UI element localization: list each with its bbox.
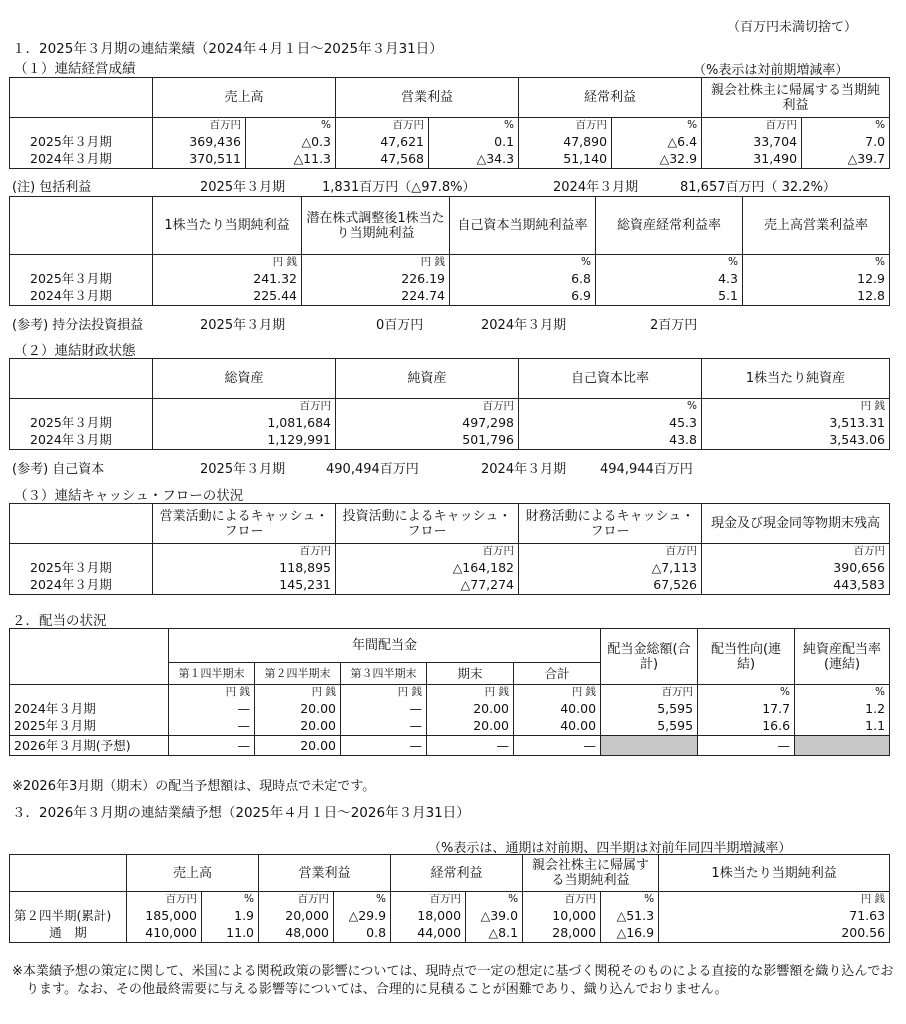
cell: 17.7 bbox=[698, 700, 795, 718]
table-row bbox=[10, 414, 890, 432]
table-row bbox=[10, 718, 890, 736]
cell: 11.0 bbox=[202, 925, 259, 943]
cell: 1,081,684 bbox=[153, 414, 336, 432]
table-row bbox=[10, 577, 890, 595]
cell-shaded bbox=[795, 736, 890, 756]
row-label: 2024年３月期 bbox=[10, 151, 153, 169]
cell: △34.3 bbox=[429, 151, 519, 169]
cell: 33,704 bbox=[702, 133, 802, 151]
note-value: 1,831百万円（△97.8%） bbox=[322, 180, 476, 195]
cell: △39.7 bbox=[802, 151, 890, 169]
section-1-title: １．2025年３月期の連結業績（2024年４月１日～2025年３月31日） bbox=[12, 41, 443, 57]
cell: 67,526 bbox=[519, 577, 702, 595]
unit-cell: 百万円 bbox=[336, 399, 519, 414]
col-header: 親会社株主に帰属する当期純利益 bbox=[702, 78, 890, 118]
operating-results-table bbox=[9, 77, 890, 169]
cell: △164,182 bbox=[336, 559, 519, 577]
unit-cell: 百万円 bbox=[523, 892, 601, 907]
cell: 31,490 bbox=[702, 151, 802, 169]
cell: — bbox=[169, 718, 255, 736]
cell: 10,000 bbox=[523, 907, 601, 925]
unit-cell: 円 銭 bbox=[427, 685, 514, 700]
col-header: 純資産配当率(連結) bbox=[795, 629, 890, 685]
cell: 45.3 bbox=[519, 414, 702, 432]
cell: 369,436 bbox=[153, 133, 246, 151]
cell: 43.8 bbox=[519, 432, 702, 450]
table-row bbox=[10, 432, 890, 450]
cell: 20,000 bbox=[259, 907, 334, 925]
cell: — bbox=[169, 700, 255, 718]
col-header: 自己資本比率 bbox=[519, 359, 702, 399]
unit-note: （百万円未満切捨て） bbox=[727, 20, 858, 35]
row-label-header bbox=[10, 78, 153, 118]
note-period: 2025年３月期 bbox=[200, 318, 286, 333]
comprehensive-income-label: (注) 包括利益 bbox=[12, 180, 92, 195]
cell: 20.00 bbox=[255, 700, 341, 718]
cell: 40.00 bbox=[514, 700, 601, 718]
cell: 225.44 bbox=[153, 288, 302, 306]
note-value: 490,494百万円 bbox=[326, 462, 419, 477]
col-header: 自己資本当期純利益率 bbox=[450, 197, 596, 255]
col-header: 経常利益 bbox=[519, 78, 702, 118]
col-header: 配当性向(連結) bbox=[698, 629, 795, 685]
cell: 410,000 bbox=[127, 925, 202, 943]
table-row bbox=[10, 736, 890, 756]
cell: 226.19 bbox=[302, 270, 450, 288]
row-label: 2026年３月期(予想) bbox=[10, 736, 169, 756]
col-header: 1株当たり当期純利益 bbox=[659, 855, 890, 892]
cell: △32.9 bbox=[612, 151, 702, 169]
cell: 390,656 bbox=[702, 559, 890, 577]
section-1-2-title: （２）連結財政状態 bbox=[14, 343, 136, 359]
unit-cell: 円 銭 bbox=[702, 399, 890, 414]
own-capital-label: (参考) 自己資本 bbox=[12, 462, 105, 477]
cell: 40.00 bbox=[514, 718, 601, 736]
unit-cell: 百万円 bbox=[519, 118, 612, 133]
unit-cell: % bbox=[466, 892, 523, 907]
unit-cell: % bbox=[450, 255, 596, 270]
col-header: 純資産 bbox=[336, 359, 519, 399]
row-label: 2025年３月期 bbox=[10, 270, 153, 288]
cell: 6.9 bbox=[450, 288, 596, 306]
unit-cell: 百万円 bbox=[336, 118, 429, 133]
unit-cell: % bbox=[429, 118, 519, 133]
financial-position-table bbox=[9, 358, 890, 450]
cell: — bbox=[514, 736, 601, 756]
unit-cell: 百万円 bbox=[702, 118, 802, 133]
col-header: 経常利益 bbox=[391, 855, 523, 892]
col-header: 総資産 bbox=[153, 359, 336, 399]
note-period: 2024年３月期 bbox=[481, 318, 567, 333]
unit-cell: 百万円 bbox=[153, 399, 336, 414]
cell: 7.0 bbox=[802, 133, 890, 151]
row-label: 2024年３月期 bbox=[10, 700, 169, 718]
cell: 71.63 bbox=[659, 907, 890, 925]
table-row bbox=[10, 907, 890, 925]
cell: 145,231 bbox=[153, 577, 336, 595]
forecast-table bbox=[9, 854, 890, 943]
row-label: 2024年３月期 bbox=[10, 577, 153, 595]
cell: 20.00 bbox=[255, 736, 341, 756]
cell: 497,298 bbox=[336, 414, 519, 432]
section-1-1-title: （１）連結経営成績 bbox=[14, 61, 136, 77]
unit-cell: 百万円 bbox=[391, 892, 466, 907]
cell: 5.1 bbox=[596, 288, 743, 306]
cell: △29.9 bbox=[334, 907, 391, 925]
unit-cell: 百万円 bbox=[153, 544, 336, 559]
unit-cell: 円 銭 bbox=[153, 255, 302, 270]
cell: △39.0 bbox=[466, 907, 523, 925]
note-value: 81,657百万円（ 32.2%） bbox=[680, 180, 836, 195]
table-row bbox=[10, 288, 890, 306]
cell: — bbox=[169, 736, 255, 756]
col-header: 売上高 bbox=[153, 78, 336, 118]
row-label: 通 期 bbox=[10, 925, 127, 943]
cell: 118,895 bbox=[153, 559, 336, 577]
unit-cell: 百万円 bbox=[259, 892, 334, 907]
cell: 47,621 bbox=[336, 133, 429, 151]
cell: 200.56 bbox=[659, 925, 890, 943]
col-header: 投資活動によるキャッシュ・フロー bbox=[336, 504, 519, 544]
unit-cell: % bbox=[519, 399, 702, 414]
col-header: 営業利益 bbox=[336, 78, 519, 118]
table-row bbox=[10, 559, 890, 577]
table-row bbox=[10, 270, 890, 288]
cell: 20.00 bbox=[427, 718, 514, 736]
col-header: 売上高 bbox=[127, 855, 259, 892]
cell-shaded bbox=[601, 736, 698, 756]
cell: 47,890 bbox=[519, 133, 612, 151]
unit-cell: 円 銭 bbox=[659, 892, 890, 907]
col-subheader: 第２四半期末 bbox=[255, 663, 341, 685]
cell: 1.1 bbox=[795, 718, 890, 736]
col-header: 1株当たり当期純利益 bbox=[153, 197, 302, 255]
cell: — bbox=[698, 736, 795, 756]
cell: — bbox=[341, 718, 427, 736]
unit-cell: % bbox=[334, 892, 391, 907]
cell: 0.8 bbox=[334, 925, 391, 943]
row-label: 2025年３月期 bbox=[10, 133, 153, 151]
col-header: 現金及び現金同等物期末残高 bbox=[702, 504, 890, 544]
unit-cell: 円 銭 bbox=[341, 685, 427, 700]
cell: 20.00 bbox=[255, 718, 341, 736]
cell: 0.1 bbox=[429, 133, 519, 151]
cell: △77,274 bbox=[336, 577, 519, 595]
col-subheader: 第３四半期末 bbox=[341, 663, 427, 685]
note-period: 2024年３月期 bbox=[481, 462, 567, 477]
cell: 18,000 bbox=[391, 907, 466, 925]
cell: △0.3 bbox=[246, 133, 336, 151]
cell: 4.3 bbox=[596, 270, 743, 288]
cell: △16.9 bbox=[601, 925, 659, 943]
unit-cell: % bbox=[802, 118, 890, 133]
cell: 12.8 bbox=[743, 288, 890, 306]
table-row bbox=[10, 133, 890, 151]
cell: 6.8 bbox=[450, 270, 596, 288]
cell: 241.32 bbox=[153, 270, 302, 288]
section-1-1-note: （%表示は対前期増減率） bbox=[693, 63, 849, 78]
cell: △7,113 bbox=[519, 559, 702, 577]
col-header: 親会社株主に帰属する当期純利益 bbox=[523, 855, 659, 892]
row-label: 2025年３月期 bbox=[10, 559, 153, 577]
section-2-title: ２．配当の状況 bbox=[12, 613, 107, 629]
unit-cell: 円 銭 bbox=[169, 685, 255, 700]
row-label: 2024年３月期 bbox=[10, 432, 153, 450]
cell: 3,513.31 bbox=[702, 414, 890, 432]
unit-cell: 百万円 bbox=[153, 118, 246, 133]
cell: 5,595 bbox=[601, 700, 698, 718]
table-row bbox=[10, 151, 890, 169]
unit-cell: 百万円 bbox=[336, 544, 519, 559]
table-row bbox=[10, 700, 890, 718]
col-header: 1株当たり純資産 bbox=[702, 359, 890, 399]
cell: 47,568 bbox=[336, 151, 429, 169]
note-period: 2025年３月期 bbox=[200, 180, 286, 195]
col-header: 総資産経常利益率 bbox=[596, 197, 743, 255]
col-header: 営業利益 bbox=[259, 855, 391, 892]
forecast-footnote: ※本業績予想の策定に関して、米国による関税政策の影響については、現時点で一定の想定に基づく関税そのものによる直接的な影響額を織り込んでおります。なお、その他最終需要に与える影響等については、合理的に見積ることが困難であり、織り込んでおりません。 bbox=[12, 964, 894, 997]
cell: 48,000 bbox=[259, 925, 334, 943]
col-subheader: 期末 bbox=[427, 663, 514, 685]
cell: 224.74 bbox=[302, 288, 450, 306]
unit-cell: 円 銭 bbox=[255, 685, 341, 700]
cell: 51,140 bbox=[519, 151, 612, 169]
unit-cell: % bbox=[601, 892, 659, 907]
cell: △51.3 bbox=[601, 907, 659, 925]
section-1-3-title: （３）連結キャッシュ・フローの状況 bbox=[14, 488, 244, 504]
unit-cell: % bbox=[246, 118, 336, 133]
row-label: 2025年３月期 bbox=[10, 414, 153, 432]
cell: 501,796 bbox=[336, 432, 519, 450]
cell: 443,583 bbox=[702, 577, 890, 595]
unit-cell: 百万円 bbox=[127, 892, 202, 907]
unit-cell: 百万円 bbox=[601, 685, 698, 700]
col-subheader: 合計 bbox=[514, 663, 601, 685]
note-period: 2024年３月期 bbox=[553, 180, 639, 195]
cell: 20.00 bbox=[427, 700, 514, 718]
cell: — bbox=[341, 736, 427, 756]
unit-cell: % bbox=[202, 892, 259, 907]
cell: — bbox=[427, 736, 514, 756]
section-3-note: （%表示は、通期は対前期、四半期は対前年同四半期増減率） bbox=[428, 841, 792, 856]
cell: △11.3 bbox=[246, 151, 336, 169]
row-label: 2025年３月期 bbox=[10, 718, 169, 736]
unit-cell: 百万円 bbox=[519, 544, 702, 559]
col-header: 財務活動によるキャッシュ・フロー bbox=[519, 504, 702, 544]
dividend-note: ※2026年3月期（期末）の配当予想額は、現時点で未定です。 bbox=[12, 779, 376, 794]
table-row bbox=[10, 925, 890, 943]
unit-cell: 円 銭 bbox=[302, 255, 450, 270]
unit-cell: % bbox=[596, 255, 743, 270]
unit-cell: % bbox=[795, 685, 890, 700]
cell: — bbox=[341, 700, 427, 718]
cell: 44,000 bbox=[391, 925, 466, 943]
cell: 185,000 bbox=[127, 907, 202, 925]
col-header: 配当金総額(合計) bbox=[601, 629, 698, 685]
cell: 28,000 bbox=[523, 925, 601, 943]
unit-cell: 百万円 bbox=[702, 544, 890, 559]
per-share-table bbox=[9, 196, 890, 306]
col-subheader: 第１四半期末 bbox=[169, 663, 255, 685]
cell: 1.9 bbox=[202, 907, 259, 925]
cell: 370,511 bbox=[153, 151, 246, 169]
cell: 1.2 bbox=[795, 700, 890, 718]
col-header: 潜在株式調整後1株当たり当期純利益 bbox=[302, 197, 450, 255]
dividend-table bbox=[9, 628, 890, 756]
section-3-title: ３．2026年３月期の連結業績予想（2025年４月１日～2026年３月31日） bbox=[12, 805, 470, 821]
note-value: 0百万円 bbox=[376, 318, 424, 333]
equity-method-label: (参考) 持分法投資損益 bbox=[12, 318, 144, 333]
col-header: 年間配当金 bbox=[169, 629, 601, 663]
cell: 1,129,991 bbox=[153, 432, 336, 450]
unit-cell: % bbox=[743, 255, 890, 270]
cell: 5,595 bbox=[601, 718, 698, 736]
row-label: 2024年３月期 bbox=[10, 288, 153, 306]
note-value: 494,944百万円 bbox=[600, 462, 693, 477]
col-header: 営業活動によるキャッシュ・フロー bbox=[153, 504, 336, 544]
cell: 3,543.06 bbox=[702, 432, 890, 450]
cell: 16.6 bbox=[698, 718, 795, 736]
cell: 12.9 bbox=[743, 270, 890, 288]
unit-cell: % bbox=[612, 118, 702, 133]
note-period: 2025年３月期 bbox=[200, 462, 286, 477]
note-value: 2百万円 bbox=[650, 318, 698, 333]
cell: △8.1 bbox=[466, 925, 523, 943]
unit-cell: 円 銭 bbox=[514, 685, 601, 700]
row-label: 第２四半期(累計) bbox=[10, 907, 127, 925]
unit-cell: % bbox=[698, 685, 795, 700]
cell: △6.4 bbox=[612, 133, 702, 151]
cash-flow-table bbox=[9, 503, 890, 595]
col-header: 売上高営業利益率 bbox=[743, 197, 890, 255]
